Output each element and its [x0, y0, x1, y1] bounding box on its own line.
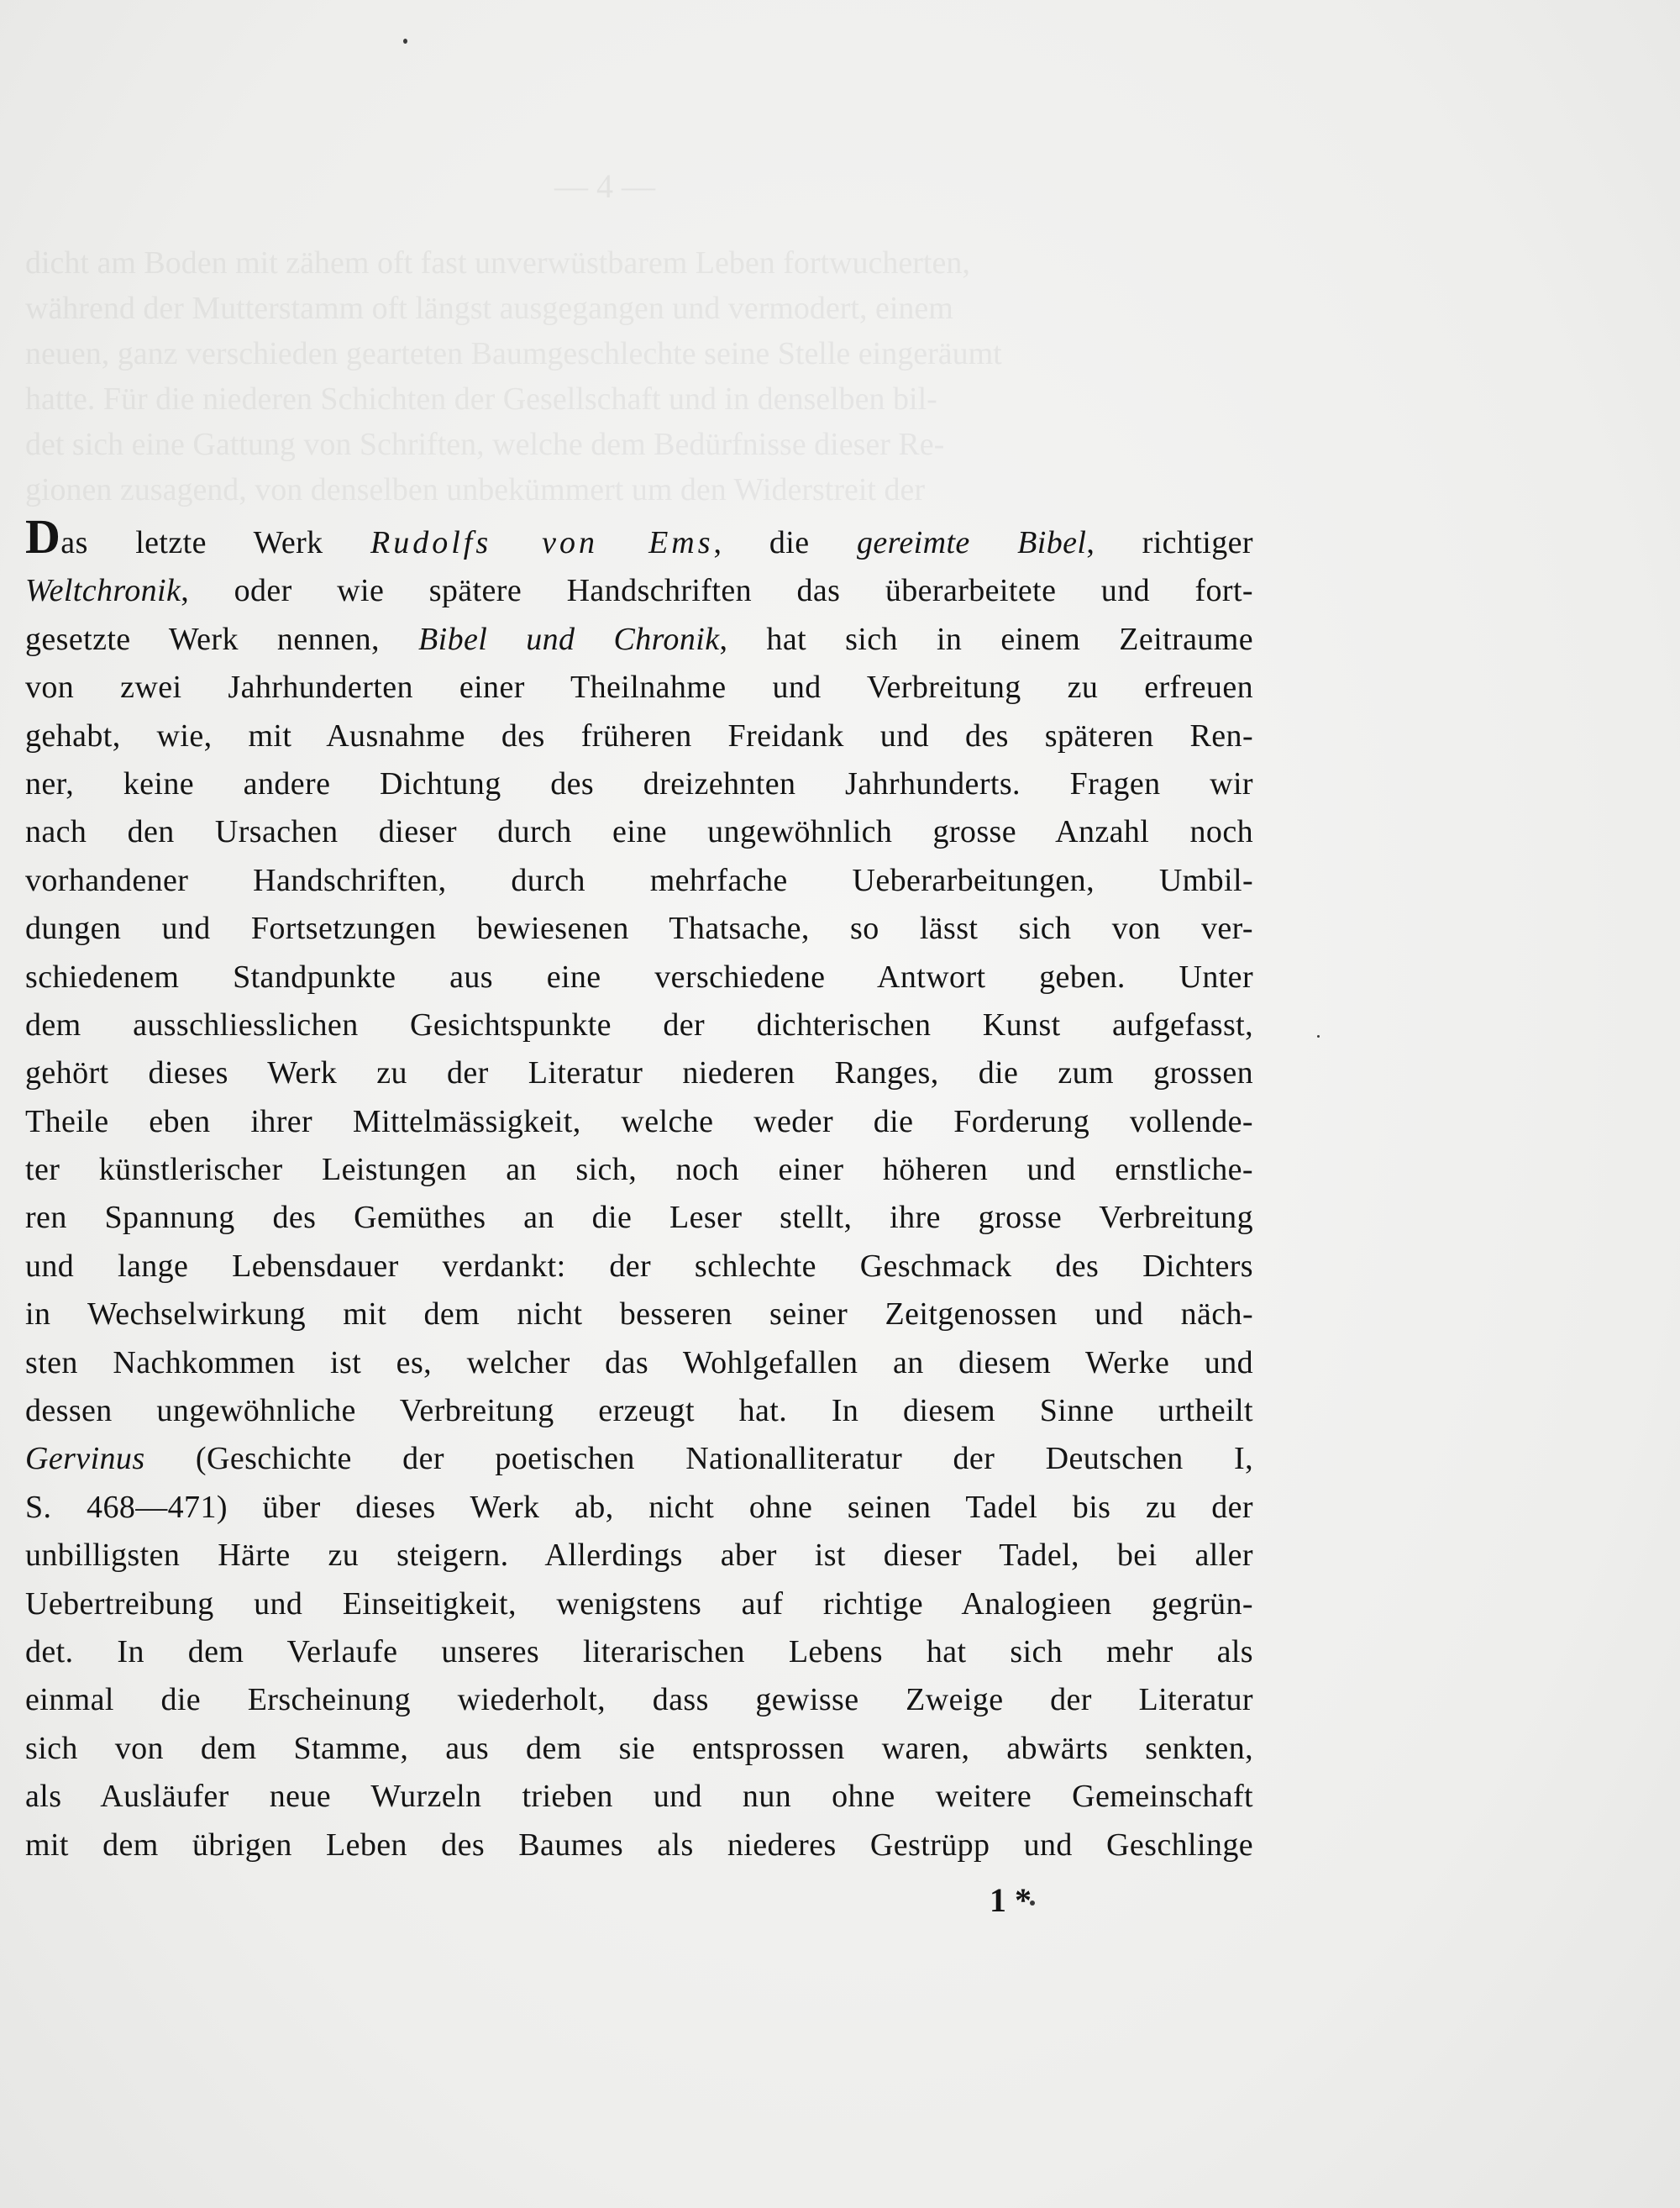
text-run: sten Nachkommen ist es, welcher das Wohlgefallen an diesem Werke und	[25, 1344, 1253, 1380]
bleed-line: det sich eine Gattung von Schriften, welche dem Bedürfnisse dieser Re-	[25, 427, 945, 462]
italic-run: Rudolfs von Ems	[370, 525, 714, 560]
text-run: dem ausschliesslichen Gesichtspunkte der dichterischen Kunst aufgefasst,	[25, 1007, 1253, 1043]
text-line	[25, 954, 1253, 1001]
text-line	[25, 1098, 1253, 1146]
text-run: , hat sich in einem Zeitraume	[719, 621, 1253, 657]
text-line	[25, 1580, 1253, 1628]
text-line	[25, 567, 1253, 615]
drop-cap: D	[25, 509, 61, 564]
italic-run: Gervinus	[25, 1441, 145, 1477]
text-line	[25, 1194, 1253, 1242]
text-run: nach den Ursachen dieser durch eine ungewöhnlich grosse Anzahl noch	[25, 814, 1253, 850]
text-run: det. In dem Verlaufe unseres literarischen Lebens hat sich mehr als	[25, 1633, 1253, 1669]
text-line	[25, 1628, 1253, 1676]
text-run: , richtiger	[1086, 525, 1253, 560]
text-run: einmal die Erscheinung wiederholt, dass gewisse Zweige der Literatur	[25, 1682, 1253, 1718]
bleed-line: gionen zusagend, von denselben unbekümmert um den Widerstreit der	[25, 472, 925, 507]
italic-run: Bibel und Chronik	[418, 621, 720, 657]
text-line	[25, 1387, 1253, 1435]
text-run: Uebertreibung und Einseitigkeit, wenigstens auf richtige Analogieen gegrün-	[25, 1585, 1253, 1622]
bleed-line: neuen, ganz verschieden gearteten Baumgeschlechte seine Stelle eingeräumt	[25, 336, 1002, 371]
ink-speck	[1317, 1035, 1320, 1038]
text-line	[25, 1339, 1253, 1387]
text-run: gehört dieses Werk zu der Literatur niederen Ranges, die zum grossen	[25, 1055, 1253, 1091]
text-run: Theile eben ihrer Mittelmässigkeit, welche weder die Forderung vollende-	[25, 1103, 1253, 1139]
body-text	[25, 509, 1253, 1869]
text-run: und lange Lebensdauer verdankt: der schlechte Geschmack des Dichters	[25, 1248, 1253, 1284]
signature-mark: 1 *	[990, 1881, 1032, 1919]
text-line	[25, 1484, 1253, 1532]
text-run: ter künstlerischer Leistungen an sich, noch einer höheren und ernstliche-	[25, 1152, 1253, 1188]
text-run: (Geschichte der poetischen Nationalliteratur der Deutschen I,	[144, 1441, 1253, 1477]
text-line	[25, 808, 1253, 856]
text-run: schiedenem Standpunkte aus eine verschiedene Antwort geben. Unter	[25, 959, 1253, 995]
text-run: dessen ungewöhnliche Verbreitung erzeugt hat. In diesem Sinne urtheilt	[25, 1393, 1253, 1429]
text-line	[25, 664, 1253, 712]
text-line	[25, 1822, 1253, 1869]
text-line	[25, 509, 1253, 567]
text-line	[25, 1243, 1253, 1291]
text-run: sich von dem Stamme, aus dem sie entsprossen waren, abwärts senkten,	[25, 1730, 1253, 1766]
text-run: , die	[713, 525, 857, 560]
text-run: als Ausläufer neue Wurzeln trieben und nun ohne weitere Gemeinschaft	[25, 1779, 1253, 1815]
text-line	[25, 712, 1253, 760]
text-run: S. 468—471) über dieses Werk ab, nicht ohne seinen Tadel bis zu der	[25, 1489, 1253, 1525]
bleed-line: während der Mutterstamm oft längst ausgegangen und vermodert, einem	[25, 291, 953, 326]
text-run: dungen und Fortsetzungen bewiesenen Thatsache, so lässt sich von ver-	[25, 911, 1253, 947]
text-line	[25, 1676, 1253, 1724]
text-run: ren Spannung des Gemüthes an die Leser stellt, ihre grosse Verbreitung	[25, 1200, 1253, 1236]
bleed-line: dicht am Boden mit zähem oft fast unverwüstbarem Leben fortwucherten,	[25, 245, 970, 281]
text-line	[25, 760, 1253, 808]
text-run: ner, keine andere Dichtung des dreizehnten Jahrhunderts. Fragen wir	[25, 765, 1253, 802]
text-line	[25, 1532, 1253, 1580]
text-line	[25, 1146, 1253, 1194]
text-run: , oder wie spätere Handschriften das überarbeitete und fort-	[181, 573, 1253, 609]
italic-run: gereimte Bibel	[856, 525, 1087, 560]
text-line	[25, 1049, 1253, 1097]
text-run: as letzte Werk	[60, 525, 371, 560]
text-run: in Wechselwirkung mit dem nicht besseren seiner Zeitgenossen und näch-	[25, 1296, 1253, 1333]
text-line	[25, 1435, 1253, 1483]
text-line	[25, 905, 1253, 953]
text-line	[25, 1725, 1253, 1773]
text-line	[25, 1291, 1253, 1338]
text-line	[25, 1001, 1253, 1049]
text-run: unbilligsten Härte zu steigern. Allerdings aber ist dieser Tadel, bei aller	[25, 1538, 1253, 1574]
bleed-page-number: — 4 —	[554, 167, 655, 205]
text-run: gesetzte Werk nennen,	[25, 621, 419, 657]
ink-speck	[403, 39, 407, 44]
text-line	[25, 616, 1253, 664]
text-run: mit dem übrigen Leben des Baumes als niederes Gestrüpp und Geschlinge	[25, 1827, 1253, 1863]
text-run: gehabt, wie, mit Ausnahme des früheren Freidank und des späteren Ren-	[25, 718, 1253, 754]
bleed-line: hatte. Für die niederen Schichten der Gesellschaft und in denselben bil-	[25, 381, 937, 417]
text-run: vorhandener Handschriften, durch mehrfache Ueberarbeitungen, Umbil-	[25, 862, 1253, 898]
text-line	[25, 1773, 1253, 1821]
text-run: von zwei Jahrhunderten einer Theilnahme und Verbreitung zu erfreuen	[25, 670, 1253, 706]
text-line	[25, 857, 1253, 905]
italic-run: Weltchronik	[25, 573, 181, 609]
